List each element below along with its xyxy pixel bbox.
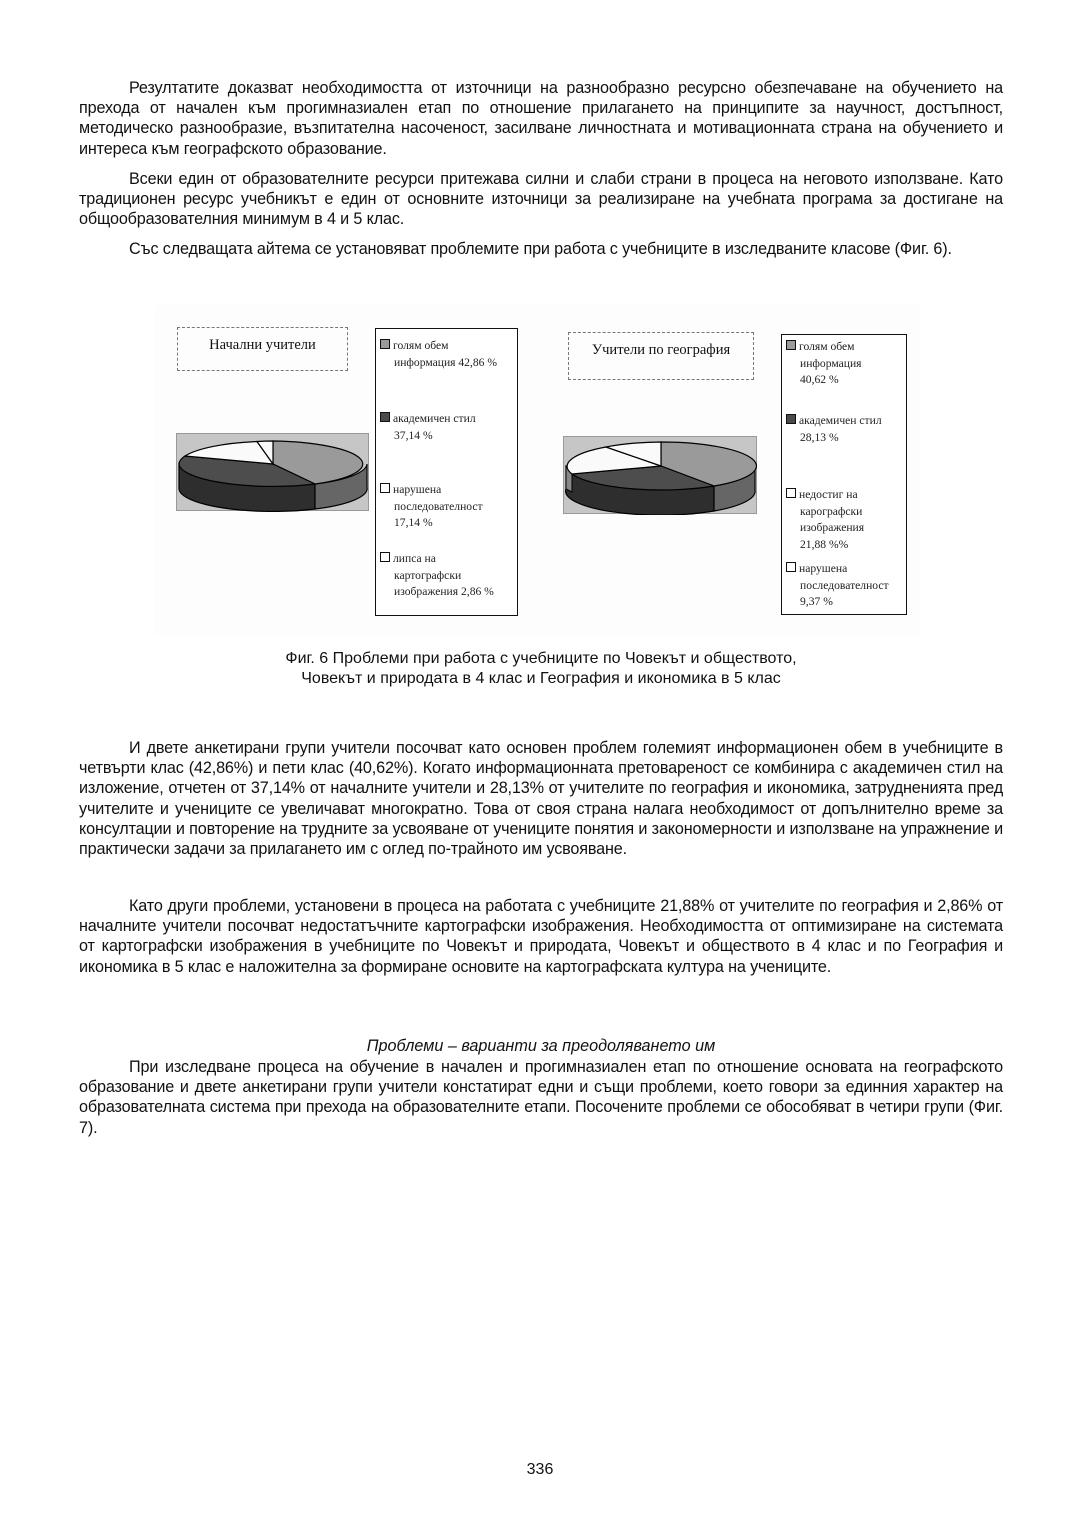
- pie-3d-icon: [177, 434, 370, 512]
- legend-item-4: нарушена последователност 9,37 %: [786, 561, 906, 611]
- chart-1-title: Начални учители: [209, 337, 316, 353]
- paragraph-2: Всеки един от образователните ресурси притежава силни и слаби страни в процеса на неговото използване. Като традиционен ресурс учебникът е един от основните източници за реализиране на учебната програма за достигане на общообразователния минимум в 4 и 5 клас.: [79, 170, 1003, 229]
- section-heading: Проблеми – варианти за преодоляването им: [366, 1037, 716, 1055]
- legend-item-2: академичен стил 28,13 %: [786, 413, 906, 446]
- swatch-icon: [786, 340, 796, 350]
- chart-1-title-box: [177, 327, 348, 371]
- caption-line-1: Фиг. 6 Проблеми при работа с учебниците по Човекът и обществото,: [285, 650, 797, 667]
- legend-item-3: недостиг на карографски изображения 21,88 %%: [786, 487, 906, 553]
- paragraph-6: При изследване процеса на обучение в начален и прогимназиален етап по отношение основата на географското образование и двете анкетирани групи учители констатират едни и същи проблеми, което говори за единния характер на образователната система при прехода на образователните етапи. Посочените проблеми се обособяват в четири групи (Фиг. 7).: [79, 1058, 1003, 1137]
- paragraph-3: Със следващата айтема се установяват проблемите при работа с учебниците в изследваните класове (Фиг. 6).: [129, 240, 952, 258]
- swatch-icon: [380, 339, 390, 349]
- legend-item-2: академичен стил 37,14 %: [380, 411, 517, 444]
- swatch-icon: [786, 414, 796, 424]
- legend-item-1: голям обем информация 42,86 %: [380, 338, 517, 371]
- pie-3d-icon: [564, 437, 758, 515]
- caption-line-2: Човекът и природата в 4 клас и География и икономика в 5 клас: [301, 670, 781, 687]
- swatch-icon: [786, 488, 796, 498]
- chart-2-title: Учители по география: [591, 342, 731, 358]
- legend-item-3: нарушена последователност 17,14 %: [380, 482, 517, 532]
- paragraph-4: И двете анкетирани групи учители посочват като основен проблем големият информационен обем в учебниците в четвърти клас (42,86%) и пети клас (40,62%). Когато информационната претовареност се комбинира с академичен стил на изложение, отчетен от 37,14% от началните учители и 28,13% от учителите по география и икономика, затрудненията пред учителите и учениците се увеличават многократно. Това от своя страна налага необходимост от допълнително време за консултации и повторение на трудните за усвояване от учениците понятия и закономерности и използване на упражнение и практически задачи за прилагането им с оглед по-трайното им усвояване.: [79, 739, 1003, 859]
- paragraph-1: Резултатите доказват необходимостта от източници на разнообразно ресурсно обезпечаване на обучението на прехода от начален към прогимназиален етап по отношение прилагането на принципите за научност, достъпност, методическо разнообразие, възпитателна насоченост, засилване личностната и мотивационната страна на обучението и интереса към географското образование.: [79, 79, 1003, 158]
- swatch-icon: [786, 562, 796, 572]
- figure-6-pie-charts: [155, 305, 920, 635]
- chart-1-pie: [176, 433, 369, 511]
- paragraph-5: Като други проблеми, установени в процеса на работата с учебниците 21,88% от учителите по география и 2,86% от началните учители посочват недостатъчните картографски изображения. Необходимостта от оптимизиране на системата от картографски изображения в учебниците по Човекът и природата, Човекът и обществото в 4 клас и по География и икономика в 5 клас е наложителна за формиране основите на картографската култура на учениците.: [79, 897, 1003, 976]
- figure-caption: [79, 649, 1003, 689]
- chart-2-legend: [781, 334, 907, 615]
- chart-2-title-box: [568, 332, 754, 380]
- swatch-icon: [380, 412, 390, 422]
- swatch-icon: [380, 552, 390, 562]
- chart-1-legend: [375, 328, 518, 616]
- legend-item-4: липса на картографски изображения 2,86 %: [380, 551, 517, 601]
- chart-2-pie: [563, 436, 757, 514]
- swatch-icon: [380, 483, 390, 493]
- page-number: 336: [526, 1461, 554, 1478]
- legend-item-1: голям обем информация 40,62 %: [786, 339, 906, 389]
